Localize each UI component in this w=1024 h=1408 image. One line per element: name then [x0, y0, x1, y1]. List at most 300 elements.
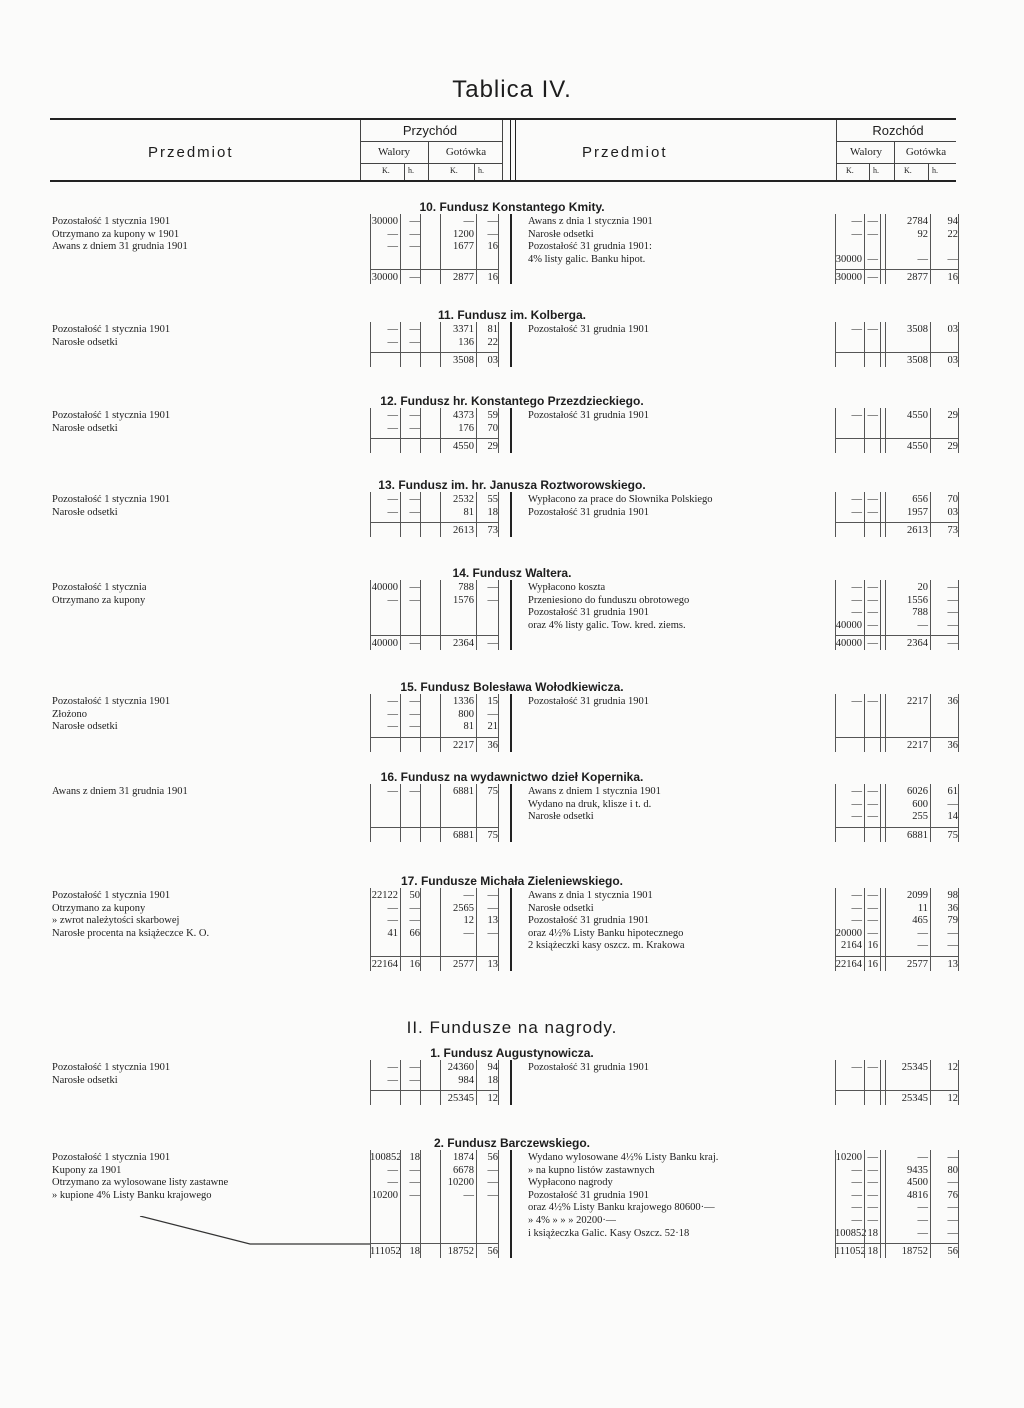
income-gotowka-k: 1336: [453, 696, 474, 707]
income-walory-h: —: [409, 324, 420, 335]
column-rule: [880, 492, 881, 537]
expense-total-walory-k: 40000: [835, 638, 862, 650]
header-divider: [502, 120, 503, 182]
expense-walory-k: —: [851, 228, 862, 240]
entry-label: Pozostałość 1 stycznia 1901: [52, 324, 171, 335]
expense-walory-h: —: [867, 786, 878, 797]
expense-walory-h: h.: [873, 166, 879, 175]
expense-gotowka-h: 80: [947, 1164, 958, 1176]
expense-total-gotowka-k: 18752: [901, 1246, 928, 1258]
expense-gotowka-k: —: [917, 619, 928, 631]
income-walory-h: —: [409, 708, 420, 720]
income-walory-h: —: [409, 1189, 420, 1201]
column-rule: [498, 1060, 499, 1105]
expense-walory-k: —: [851, 696, 862, 707]
income-total-gotowka-h: 13: [487, 959, 498, 970]
expense-gotowka-h: —: [947, 1152, 958, 1163]
income-walory-h: —: [409, 1177, 420, 1189]
entry-label: oraz 4½% Listy Banku hipotecznego: [528, 927, 684, 939]
expense-walory-h: —: [867, 253, 878, 265]
column-rule: [930, 888, 931, 971]
entry-label: Wydano na druk, klisze i t. d.: [528, 798, 652, 810]
sum-rule: [370, 827, 498, 828]
income-total-gotowka-k: 18752: [447, 1246, 474, 1258]
column-rule: [420, 580, 421, 650]
expense-total-walory-k: 22164: [835, 959, 862, 970]
expense-walory-h: 16: [867, 940, 878, 952]
expense-walory-h: —: [867, 1062, 878, 1073]
expense-walory-h: —: [867, 324, 878, 335]
column-rule: [958, 492, 959, 537]
income-gotowka-k: 788: [458, 582, 474, 593]
expense-gotowka-h: 94: [947, 216, 958, 227]
income-walory-h: —: [409, 410, 420, 421]
income-total-walory-h: 18: [409, 1246, 420, 1258]
center-double-rule: [510, 118, 516, 180]
income-gotowka-h: 22: [487, 336, 498, 348]
expense-walory-k: 2164: [841, 940, 862, 952]
column-rule: [370, 888, 371, 971]
expense-gotowka-k: 255: [912, 811, 928, 823]
subject-right-header: Przedmiot: [582, 144, 668, 161]
column-rule: [958, 694, 959, 752]
income-walory-k: —: [387, 786, 398, 797]
expense-walory-k: 40000: [835, 619, 862, 631]
expense-walory-k: —: [851, 582, 862, 593]
column-rule: [440, 492, 441, 537]
expense-total-gotowka-k: 6881: [907, 829, 928, 841]
entry-label: Pozostałość 31 grudnia 1901:: [528, 241, 652, 253]
income-gotowka-k: 984: [458, 1074, 474, 1086]
income-header: Przychód: [402, 123, 458, 138]
section-title: 15. Fundusz Bolesława Wołodkiewicza.: [400, 680, 624, 694]
expense-total-gotowka-k: 25345: [901, 1093, 928, 1105]
income-gotowka-k: 12: [463, 915, 474, 927]
income-gotowka-h: —: [487, 1177, 498, 1189]
income-walory-k: —: [387, 902, 398, 914]
entry-label: Wypłacono koszta: [528, 582, 606, 593]
column-rule: [885, 408, 886, 453]
column-rule: [885, 784, 886, 842]
entry-label: Pozostałość 31 grudnia 1901: [528, 915, 650, 927]
income-gotowka-h: 21: [487, 721, 498, 733]
income-gotowka-h: 13: [487, 915, 498, 927]
sum-rule: [370, 1243, 498, 1244]
expense-walory-k: —: [851, 798, 862, 810]
entry-label: Narosłe odsetki: [52, 336, 118, 348]
column-rule: [370, 214, 371, 284]
column-rule: [370, 408, 371, 453]
entry-label: Kupony za 1901: [52, 1164, 122, 1176]
income-gotowka-h: —: [487, 708, 498, 720]
column-rule: [885, 1150, 886, 1258]
income-gotowka-k: 6678: [453, 1164, 474, 1176]
entry-label: i książeczka Galic. Kasy Oszcz. 52·18: [528, 1227, 690, 1239]
income-total-gotowka-h: 12: [487, 1093, 498, 1105]
income-total-gotowka-h: 75: [487, 829, 498, 841]
column-rule: [476, 214, 477, 284]
column-rule: [958, 580, 959, 650]
income-gotowka-k: 2532: [453, 494, 474, 505]
entry-label: Otrzymano za kupony: [52, 594, 146, 606]
expense-gotowka-h: 03: [947, 324, 958, 335]
income-gotowka-k: K.: [450, 166, 458, 175]
income-gotowka-h: —: [487, 890, 498, 901]
income-total-gotowka-h: 03: [487, 355, 498, 367]
column-rule: [510, 408, 512, 453]
expense-gotowka-k: —: [917, 1152, 928, 1163]
sum-rule: [835, 1090, 958, 1091]
expense-walory-k: —: [851, 494, 862, 505]
column-rule: [420, 322, 421, 367]
income-gotowka-h: 18: [487, 506, 498, 518]
column-rule: [930, 214, 931, 284]
income-walory-k: 100852: [370, 1152, 402, 1163]
expense-gotowka-k: 92: [917, 228, 928, 240]
expense-gotowka-k: 6026: [907, 786, 928, 797]
income-walory-k: 40000: [371, 582, 398, 593]
column-rule: [880, 694, 881, 752]
column-rule: [835, 888, 836, 971]
expense-gotowka-k: 600: [912, 798, 928, 810]
column-rule: [420, 888, 421, 971]
income-gotowka-k: 1874: [453, 1152, 474, 1163]
expense-header: Rozchód: [872, 123, 924, 138]
expense-walory-k: —: [851, 786, 862, 797]
column-rule: [400, 492, 401, 537]
column-rule: [420, 1060, 421, 1105]
expense-gotowka-h: 98: [947, 890, 958, 901]
income-gotowka-h: —: [487, 927, 498, 939]
entry-label: Pozostałość 1 stycznia: [52, 582, 147, 593]
column-rule: [880, 322, 881, 367]
income-walory-h: —: [409, 336, 420, 348]
entry-label: Narosłe odsetki: [52, 721, 118, 733]
expense-gotowka-h: 61: [947, 786, 958, 797]
income-walory-h: —: [409, 902, 420, 914]
income-total-gotowka-h: 56: [487, 1246, 498, 1258]
section-title: 10. Fundusz Konstantego Kmity.: [419, 200, 605, 214]
column-rule: [510, 214, 512, 284]
expense-gotowka-k: 4550: [907, 410, 928, 421]
entry-label: Pozostałość 31 grudnia 1901: [528, 1189, 650, 1201]
column-rule: [880, 408, 881, 453]
income-total-walory-k: 22164: [371, 959, 398, 970]
income-total-gotowka-h: 36: [487, 739, 498, 751]
column-rule: [864, 408, 865, 453]
expense-walory-h: —: [867, 915, 878, 927]
entry-label: Narosłe procenta na książeczce K. O.: [52, 927, 210, 939]
expense-gotowka-k: —: [917, 253, 928, 265]
sum-rule: [835, 1243, 958, 1244]
expense-gotowka-h: —: [947, 798, 958, 810]
sum-rule: [370, 737, 498, 738]
income-total-gotowka-h: 16: [487, 272, 498, 284]
entry-label: Pozostałość 1 stycznia 1901: [52, 410, 171, 421]
expense-gotowka-k: 4500: [907, 1177, 928, 1189]
income-walory-h: —: [409, 228, 420, 240]
column-rule: [400, 408, 401, 453]
entry-label: Narosłe odsetki: [52, 1074, 118, 1086]
column-rule: [498, 580, 499, 650]
expense-gotowka-h: 36: [947, 696, 958, 707]
income-gotowka-k: 1677: [453, 241, 474, 253]
column-rule: [498, 322, 499, 367]
column-rule: [400, 888, 401, 971]
column-rule: [510, 1150, 512, 1258]
column-rule: [420, 1150, 421, 1258]
expense-total-walory-k: 30000: [835, 272, 862, 284]
column-rule: [880, 580, 881, 650]
income-walory-k: —: [387, 422, 398, 434]
column-rule: [498, 888, 499, 971]
column-rule: [440, 580, 441, 650]
income-walory-h: —: [409, 786, 420, 797]
column-rule: [400, 694, 401, 752]
income-gotowka-k: 81: [463, 721, 474, 733]
income-walory-h: —: [409, 1164, 420, 1176]
column-rule: [476, 1060, 477, 1105]
income-gotowka-k: —: [463, 216, 474, 227]
column-rule: [370, 784, 371, 842]
column-rule: [510, 492, 512, 537]
income-gotowka-k: 6881: [453, 786, 474, 797]
sum-rule: [835, 737, 958, 738]
column-rule: [510, 580, 512, 650]
expense-gotowka-h: —: [947, 607, 958, 619]
section-title: 13. Fundusz im. hr. Janusza Roztworowskiego.: [378, 478, 646, 492]
income-gotowka-h: —: [487, 228, 498, 240]
expense-walory-h: —: [867, 619, 878, 631]
expense-gotowka-k: —: [917, 1215, 928, 1226]
column-rule: [885, 694, 886, 752]
entry-label: Pozostałość 31 grudnia 1901: [528, 506, 650, 518]
expense-gotowka-h: 14: [947, 811, 958, 823]
column-rule: [958, 1060, 959, 1105]
column-rule: [370, 1060, 371, 1105]
column-rule: [885, 1060, 886, 1105]
expense-walory-k: 30000: [835, 253, 862, 265]
expense-walory-k: —: [851, 890, 862, 901]
income-walory-h: h.: [408, 166, 414, 175]
income-walory-k: —: [387, 1062, 398, 1073]
income-walory-k: 41: [387, 927, 398, 939]
column-rule: [510, 322, 512, 367]
slanted-line: [140, 1216, 370, 1244]
income-gotowka-k: 2565: [453, 902, 474, 914]
expense-gotowka-h: 22: [947, 228, 958, 240]
expense-walory-h: —: [867, 1215, 878, 1226]
header-divider: [360, 120, 361, 182]
column-rule: [510, 694, 512, 752]
entry-label: Otrzymano za kupony: [52, 902, 146, 914]
entry-label: » 4% » » » 20200·—: [528, 1215, 617, 1226]
income-gotowka-h: —: [487, 216, 498, 227]
sum-rule: [370, 1090, 498, 1091]
column-rule: [880, 784, 881, 842]
expense-walory-h: —: [867, 594, 878, 606]
expense-walory-h: —: [867, 1189, 878, 1201]
expense-walory-k: —: [851, 216, 862, 227]
expense-gotowka-k: —: [917, 927, 928, 939]
income-total-gotowka-h: 73: [487, 525, 498, 537]
sum-rule: [835, 635, 958, 636]
expense-walory-k: —: [851, 1215, 862, 1226]
column-rule: [476, 580, 477, 650]
income-walory-h: —: [409, 216, 420, 227]
column-rule: [880, 1150, 881, 1258]
expense-walory-h: —: [867, 582, 878, 593]
expense-gotowka-k: K.: [904, 166, 912, 175]
column-rule: [864, 492, 865, 537]
income-gotowka-k: —: [463, 927, 474, 939]
expense-total-gotowka-k: 3508: [907, 355, 928, 367]
expense-gotowka-h: —: [947, 1202, 958, 1214]
income-walory-k: —: [387, 506, 398, 518]
entry-label: Wypłacono nagrody: [528, 1177, 613, 1189]
income-walory-h: —: [409, 696, 420, 707]
column-rule: [400, 214, 401, 284]
expense-gotowka-k: 25345: [901, 1062, 928, 1073]
income-walory-h: —: [409, 915, 420, 927]
table-header: [50, 118, 956, 182]
expense-walory-k: —: [851, 410, 862, 421]
expense-gotowka-h: h.: [932, 166, 938, 175]
column-rule: [440, 214, 441, 284]
column-rule: [835, 1060, 836, 1105]
income-gotowka-h: —: [487, 582, 498, 593]
column-rule: [835, 322, 836, 367]
section-title: 12. Fundusz hr. Konstantego Przezdzieckiego.: [380, 394, 644, 408]
entry-label: oraz 4% listy galic. Tow. kred. ziems.: [528, 619, 686, 631]
column-rule: [370, 1150, 371, 1258]
header-divider: [894, 142, 895, 182]
column-rule: [370, 580, 371, 650]
expense-walory-k: —: [851, 1202, 862, 1214]
entry-label: Awans z dniem 31 grudnia 1901: [52, 241, 188, 253]
header-divider: [836, 141, 956, 142]
entry-label: Otrzymano za wylosowane listy zastawne: [52, 1177, 229, 1189]
sum-rule: [835, 352, 958, 353]
column-rule: [400, 784, 401, 842]
income-walory-k: 10200: [371, 1189, 398, 1201]
column-rule: [864, 888, 865, 971]
column-rule: [476, 1150, 477, 1258]
column-rule: [864, 784, 865, 842]
expense-gotowka-h: —: [947, 594, 958, 606]
income-walory-h: —: [409, 494, 420, 505]
income-walory-k: —: [387, 336, 398, 348]
subsection-title: 1. Fundusz Augustynowicza.: [430, 1046, 594, 1060]
income-total-walory-h: —: [409, 272, 420, 284]
expense-gotowka-k: 4816: [907, 1189, 928, 1201]
column-rule: [885, 888, 886, 971]
column-rule: [835, 694, 836, 752]
income-total-gotowka-k: 6881: [453, 829, 474, 841]
income-total-gotowka-k: 2577: [453, 959, 474, 970]
header-divider: [836, 120, 837, 182]
income-gotowka-h: 81: [487, 324, 498, 335]
income-gotowka-k: 24360: [447, 1062, 474, 1073]
expense-walory-h: —: [867, 216, 878, 227]
expense-walory-h: —: [867, 506, 878, 518]
column-rule: [440, 1060, 441, 1105]
expense-gotowka-k: 2217: [907, 696, 928, 707]
expense-total-gotowka-k: 4550: [907, 441, 928, 453]
column-rule: [835, 214, 836, 284]
entry-label: Pozostałość 1 stycznia 1901: [52, 216, 171, 227]
expense-walory-k: —: [851, 902, 862, 914]
column-rule: [498, 214, 499, 284]
column-rule: [498, 492, 499, 537]
expense-walory-h: —: [867, 410, 878, 421]
column-rule: [958, 784, 959, 842]
entry-label: Narosłe odsetki: [528, 902, 594, 914]
expense-walory-k: —: [851, 1164, 862, 1176]
income-gotowka-h: —: [487, 594, 498, 606]
entry-label: » na kupno listów zastawnych: [528, 1164, 655, 1176]
entry-label: Pozostałość 1 stycznia 1901: [52, 696, 171, 707]
entry-label: Awans z dniem 1 stycznia 1901: [528, 786, 661, 797]
entry-label: oraz 4½% Listy Banku krajowego 80600·—: [528, 1202, 715, 1214]
column-rule: [420, 408, 421, 453]
expense-walory-header: Walory: [849, 146, 883, 158]
sum-rule: [370, 956, 498, 957]
column-rule: [885, 322, 886, 367]
expense-gotowka-h: —: [947, 940, 958, 952]
sum-rule: [370, 269, 498, 270]
entry-label: Pozostałość 31 grudnia 1901: [528, 696, 650, 707]
income-gotowka-h: 18: [487, 1074, 498, 1086]
entry-label: Wypłacono za prace do Słownika Polskiego: [528, 494, 713, 505]
income-gotowka-h: 94: [487, 1062, 498, 1073]
income-gotowka-h: —: [487, 1189, 498, 1201]
income-gotowka-k: 1200: [453, 228, 474, 240]
column-rule: [864, 214, 865, 284]
income-walory-k: —: [387, 915, 398, 927]
column-rule: [476, 784, 477, 842]
income-gotowka-k: —: [463, 890, 474, 901]
expense-gotowka-k: —: [917, 940, 928, 952]
header-divider: [360, 163, 502, 164]
column-rule: [835, 408, 836, 453]
expense-total-gotowka-h: 12: [947, 1093, 958, 1105]
expense-walory-k: K.: [846, 166, 854, 175]
income-gotowka-k: —: [463, 1189, 474, 1201]
income-walory-k: —: [387, 721, 398, 733]
column-rule: [835, 1150, 836, 1258]
income-walory-h: —: [409, 721, 420, 733]
subject-left-header: Przedmiot: [148, 144, 234, 161]
entry-label: Pozostałość 1 stycznia 1901: [52, 1062, 171, 1073]
income-gotowka-h: —: [487, 1164, 498, 1176]
income-walory-k: —: [387, 594, 398, 606]
expense-walory-k: 20000: [835, 927, 862, 939]
column-rule: [930, 492, 931, 537]
column-rule: [420, 492, 421, 537]
column-rule: [400, 1060, 401, 1105]
expense-gotowka-k: 3508: [907, 324, 928, 335]
expense-gotowka-h: —: [947, 1227, 958, 1239]
expense-gotowka-k: 9435: [907, 1164, 928, 1176]
expense-gotowka-h: —: [947, 1215, 958, 1226]
column-rule: [864, 580, 865, 650]
column-rule: [476, 408, 477, 453]
income-gotowka-h: 59: [487, 410, 498, 421]
sum-rule: [370, 352, 498, 353]
expense-walory-h: —: [867, 696, 878, 707]
column-rule: [440, 408, 441, 453]
